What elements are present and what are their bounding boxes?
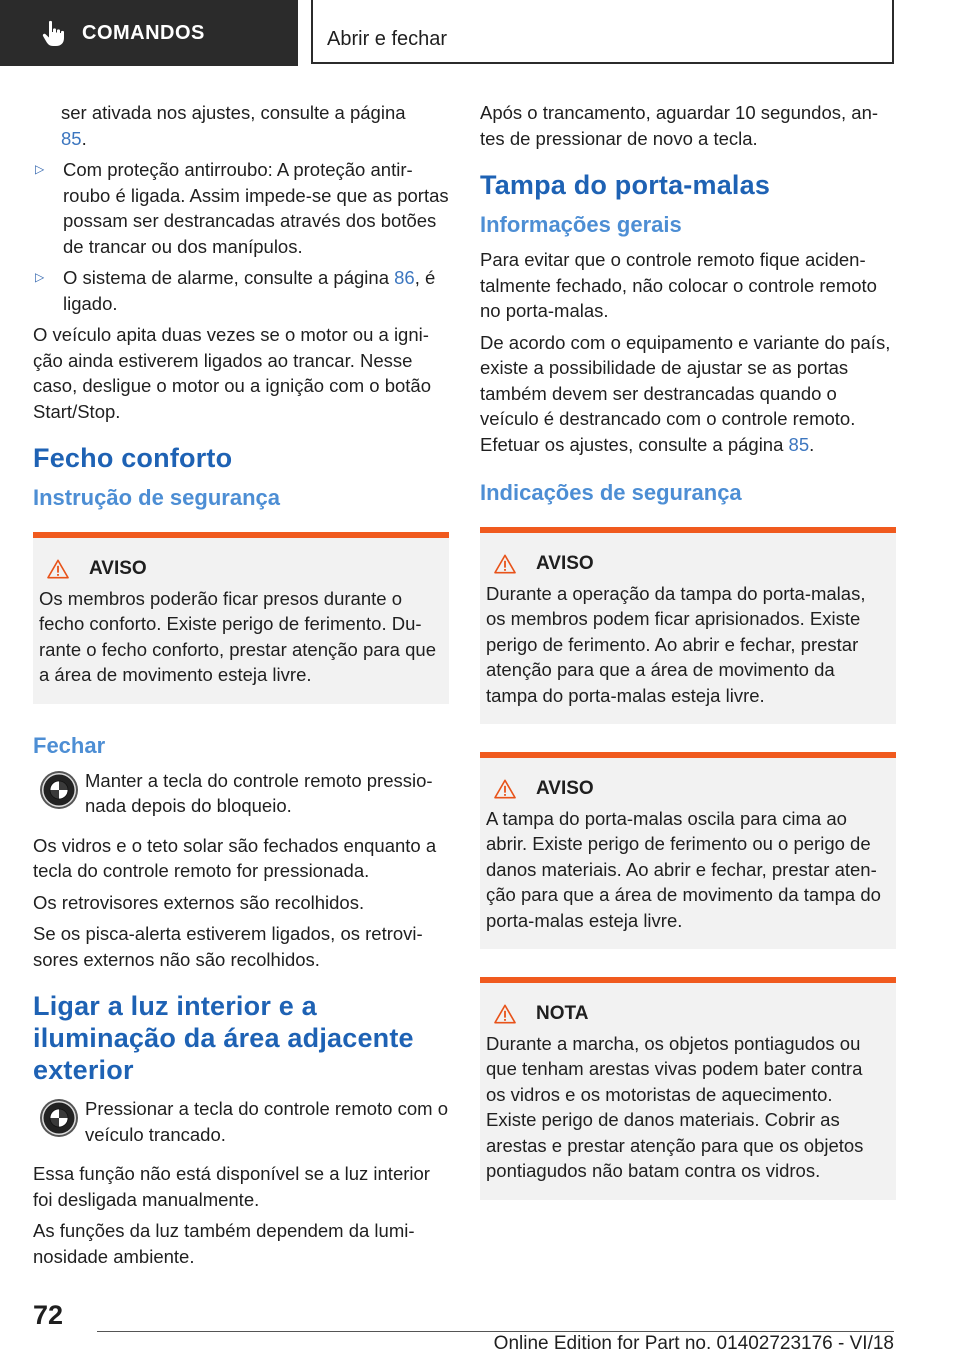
list-item: ▷ Com proteção antirroubo: A proteção antirroubo é ligada. Assim impede-se que as portas possam ser destrancadas através dos botões de trancar ou dos manípulos. <box>33 157 449 259</box>
warning-title: AVISO <box>89 558 147 579</box>
subheading-safety-indications: Indicações de segurança <box>480 480 742 505</box>
remote-key-button-icon <box>33 770 85 810</box>
heading-trunk-lid: Tampa do porta-malas <box>480 170 771 200</box>
list-item: ▷ O sistema de alarme, consulte a página 86, é ligado. <box>33 265 449 316</box>
subheading-safety: Instrução de segurança <box>33 485 280 510</box>
page-link-86[interactable]: 86 <box>394 267 415 288</box>
chapter-tab-label: COMANDOS <box>82 21 205 44</box>
warning-body: Durante a operação da tampa do porta-malas, os membros podem ficar aprisionados. Existe perigo de ferimento. Ao abrir e fechar, prestar atenção para que a área de movimento da tampa do porta-malas esteja livre. <box>486 582 866 706</box>
subheading-close: Fechar <box>33 732 106 758</box>
warning-triangle-icon <box>494 554 516 574</box>
warning-body: A tampa do porta-malas oscila para cima ao abrir. Existe perigo de ferimento ou o perigo de danos materiais. Ao abrir e fechar, prestar atenção para que a área de movimento da tampa do porta-malas esteja livre. <box>486 807 881 931</box>
heading-comfort-close: Fecho conforto <box>33 443 233 473</box>
triangle-bullet-icon: ▷ <box>35 162 45 176</box>
section-title: Abrir e fechar <box>327 28 448 50</box>
warning-triangle-icon <box>494 779 516 799</box>
page-number: 72 <box>33 1300 64 1330</box>
remote-key-button-icon <box>33 1098 85 1138</box>
section-header-frame <box>311 0 894 64</box>
warning-box <box>33 532 449 704</box>
remote-instruction: Manter a tecla do controle remoto pressionada depois do bloqueio. <box>33 768 449 819</box>
page-header <box>0 0 960 66</box>
paragraph-avoid: Para evitar que o controle remoto fique acidentalmente fechado, não colocar o controle remoto no porta-malas. <box>480 249 877 321</box>
footer-divider <box>97 1331 894 1332</box>
page-link-85[interactable]: 85 <box>61 127 82 149</box>
paragraph-hazard: Se os pisca-alerta estiverem ligados, os retrovisores externos não são recolhidos. <box>33 923 423 970</box>
paragraph-ambient: As funções da luz também dependem da luminosidade ambiente. <box>33 1220 415 1267</box>
paragraph-function: Essa função não está disponível se a luz interior foi desligada manualmente. <box>33 1163 430 1210</box>
note-body: Durante a marcha, os objetos pontiagudos ou que tenham arestas vivas podem bater contra os vidros e os motoristas de aquecimento. Existe perigo de danos materiais. Cobrir as arestas e prestar atenção para que os objetos pontiagudos não batam contra os vidros. <box>486 1032 864 1181</box>
warning-title: AVISO <box>536 778 594 799</box>
hand-pointer-icon <box>38 18 68 48</box>
triangle-bullet-icon: ▷ <box>35 270 45 284</box>
continued-paragraph: ser ativada nos ajustes, consulte a página 85. <box>61 102 406 149</box>
chapter-tab[interactable] <box>0 0 298 66</box>
paragraph-wait: Após o trancamento, aguardar 10 segundos, antes de pressionar de novo a tecla. <box>480 102 879 149</box>
paragraph-windows: Os vidros e o teto solar são fechados enquanto a tecla do controle remoto for pressionada. <box>33 834 437 881</box>
warning-box <box>480 527 896 724</box>
paragraph-beep: O veículo apita duas vezes se o motor ou a ignição ainda estiverem ligados ao trancar. Nesse caso, desligue o motor ou a ignição com o botão Start/Stop. <box>33 324 431 422</box>
page-link-85[interactable]: 85 <box>788 433 810 455</box>
warning-triangle-icon <box>494 1004 516 1024</box>
heading-interior-light: Ligar a luz interior e a iluminação da área adjacente exterior <box>33 991 414 1085</box>
right-column <box>480 100 896 1228</box>
footer-edition: Online Edition for Part no. 01402723176 - VI/18 <box>493 1333 894 1354</box>
subheading-general: Informações gerais <box>480 212 682 237</box>
warning-box <box>480 752 896 949</box>
note-title: NOTA <box>536 1003 589 1024</box>
note-box <box>480 977 896 1200</box>
warning-triangle-icon <box>47 559 69 579</box>
warning-title: AVISO <box>536 553 594 574</box>
paragraph-equipment: De acordo com o equipamento e variante do país, existe a possibilidade de ajustar se as portas também devem ser destrancadas quando o veículo é destrancado com o controle remoto. Efetuar os ajustes, consulte a página 85. <box>480 331 891 455</box>
remote-instruction: Pressionar a tecla do controle remoto com o veículo trancado. <box>33 1096 449 1147</box>
paragraph-mirrors: Os retrovisores externos são recolhidos. <box>33 891 365 913</box>
left-column <box>33 100 449 1275</box>
warning-body: Os membros poderão ficar presos durante o fecho conforto. Existe perigo de ferimento. Durante o fecho conforto, prestar atenção para que a área de movimento esteja livre. <box>39 587 436 685</box>
